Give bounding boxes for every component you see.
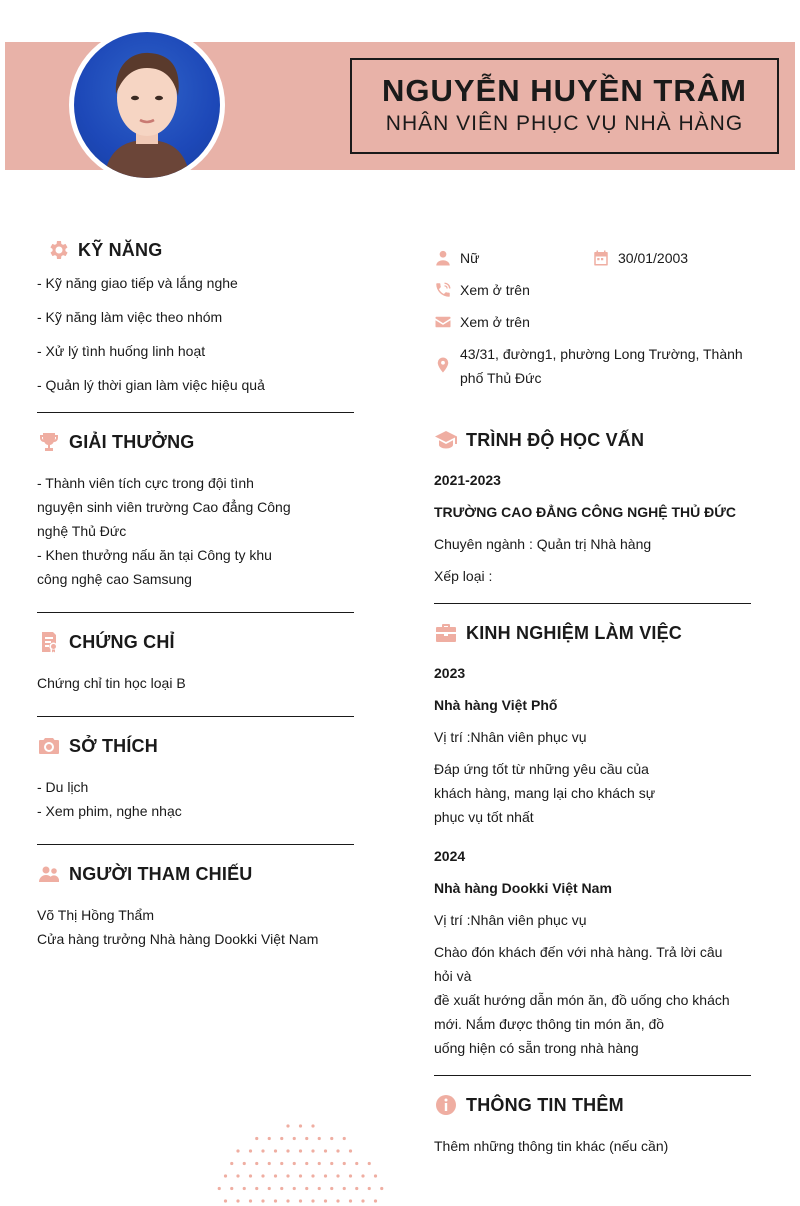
additional-text: Thêm những thông tin khác (nếu cần): [434, 1138, 669, 1154]
awards-line: nghệ Thủ Đức: [37, 523, 127, 539]
dot: [336, 1174, 339, 1177]
dot: [255, 1187, 258, 1190]
dot: [330, 1187, 333, 1190]
hobby-item: - Du lịch: [37, 779, 89, 795]
graduation-cap-icon: [434, 428, 458, 452]
phone-icon: [434, 281, 452, 299]
candidate-name: NGUYỄN HUYỀN TRÂM: [382, 73, 747, 108]
dot: [286, 1199, 289, 1202]
job-year: 2024: [434, 848, 466, 864]
dot: [349, 1174, 352, 1177]
info-icon: [434, 1093, 458, 1117]
skill-item: - Xử lý tình huống linh hoạt: [37, 343, 206, 359]
address-line: 43/31, đường1, phường Long Trường, Thành: [460, 346, 743, 362]
dot: [311, 1149, 314, 1152]
dot: [318, 1187, 321, 1190]
person-icon: [434, 249, 452, 267]
job-year: 2023: [434, 665, 466, 681]
skill-item: - Kỹ năng làm việc theo nhóm: [37, 309, 223, 325]
dot: [224, 1174, 227, 1177]
dot: [293, 1187, 296, 1190]
divider: [434, 603, 751, 604]
dot: [218, 1187, 221, 1190]
awards-line: công nghệ cao Samsung: [37, 571, 192, 587]
dot: [349, 1149, 352, 1152]
additional-title: THÔNG TIN THÊM: [466, 1094, 624, 1115]
profile-photo: [74, 32, 220, 178]
dot: [274, 1174, 277, 1177]
certificates-title: CHỨNG CHỈ: [69, 631, 175, 652]
job-desc-line: Chào đón khách đến với nhà hàng. Trả lời câu: [434, 944, 723, 960]
job-desc-line: mới. Nắm được thông tin món ăn, đồ: [434, 1016, 665, 1032]
job-position: Vị trí :Nhân viên phục vụ: [434, 912, 587, 928]
awards-line: - Thành viên tích cực trong đội tình: [37, 475, 254, 491]
dot: [243, 1187, 246, 1190]
name-box: [350, 58, 779, 154]
calendar-icon: [592, 249, 610, 267]
address-line: phố Thủ Đức: [460, 370, 542, 386]
dot: [374, 1199, 377, 1202]
education-rank: Xếp loại :: [434, 568, 493, 584]
education-period: 2021-2023: [434, 472, 501, 488]
dob-row: [592, 246, 688, 270]
additional-heading: [434, 1087, 751, 1123]
hobby-item: - Xem phim, nghe nhạc: [37, 803, 182, 819]
dot: [324, 1149, 327, 1152]
job-title: NHÂN VIÊN PHỤC VỤ NHÀ HÀNG: [385, 112, 744, 135]
dot: [324, 1199, 327, 1202]
dot: [299, 1124, 302, 1127]
dot: [305, 1137, 308, 1140]
certificate-icon: [37, 630, 61, 654]
gear-icon: [46, 238, 70, 262]
dot: [311, 1174, 314, 1177]
dot: [299, 1149, 302, 1152]
dob-value: 30/01/2003: [618, 250, 689, 266]
dot: [249, 1199, 252, 1202]
job-position: Vị trí :Nhân viên phục vụ: [434, 729, 587, 745]
gender-value: Nữ: [460, 250, 480, 266]
education-title: TRÌNH ĐỘ HỌC VẤN: [466, 429, 645, 450]
dot: [368, 1187, 371, 1190]
dot: [243, 1162, 246, 1165]
dot: [293, 1137, 296, 1140]
hobbies-heading: [37, 728, 354, 764]
dot: [349, 1199, 352, 1202]
education-heading: [434, 422, 751, 458]
dot: [286, 1149, 289, 1152]
trophy-icon: [37, 430, 61, 454]
dot: [274, 1149, 277, 1152]
awards-line: - Khen thưởng nấu ăn tại Công ty khu: [37, 547, 272, 563]
job-desc-line: khách hàng, mang lại cho khách sự: [434, 785, 656, 801]
dot: [305, 1187, 308, 1190]
dot: [268, 1162, 271, 1165]
dot: [311, 1199, 314, 1202]
awards-line: nguyện sinh viên trường Cao đẳng Công: [37, 499, 291, 515]
dot: [330, 1162, 333, 1165]
decorative-dot-pattern: [205, 1120, 395, 1206]
dot: [361, 1174, 364, 1177]
phone-row: [434, 278, 751, 302]
dot: [374, 1174, 377, 1177]
dot: [261, 1149, 264, 1152]
dot: [280, 1187, 283, 1190]
hobbies-title: SỞ THÍCH: [69, 735, 158, 756]
certificates-heading: [37, 624, 354, 660]
job-desc-line: hỏi và: [434, 968, 472, 984]
dot: [268, 1187, 271, 1190]
briefcase-icon: [434, 621, 458, 645]
dot: [261, 1199, 264, 1202]
dot: [236, 1199, 239, 1202]
location-pin-icon: [434, 356, 452, 374]
awards-heading: [37, 424, 354, 460]
dot: [236, 1149, 239, 1152]
dot: [255, 1137, 258, 1140]
dot: [224, 1199, 227, 1202]
people-icon: [37, 862, 61, 886]
camera-icon: [37, 734, 61, 758]
skills-heading: [46, 232, 354, 268]
job-company: Nhà hàng Việt Phố: [434, 697, 558, 713]
skill-item: - Kỹ năng giao tiếp và lắng nghe: [37, 275, 238, 291]
dot: [299, 1174, 302, 1177]
dot: [305, 1162, 308, 1165]
dot: [318, 1162, 321, 1165]
dot: [293, 1162, 296, 1165]
dot: [324, 1174, 327, 1177]
reference-name: Võ Thị Hồng Thẩm: [37, 907, 154, 923]
dot: [318, 1137, 321, 1140]
dot: [336, 1199, 339, 1202]
dot: [368, 1162, 371, 1165]
dot: [249, 1174, 252, 1177]
job-desc-line: phục vụ tốt nhất: [434, 809, 534, 825]
dot: [268, 1137, 271, 1140]
gender-row: [434, 246, 592, 270]
skill-item: - Quản lý thời gian làm việc hiệu quả: [37, 377, 265, 393]
dot: [343, 1137, 346, 1140]
avatar: [69, 27, 225, 183]
awards-title: GIẢI THƯỞNG: [69, 431, 195, 452]
dot: [299, 1199, 302, 1202]
dot: [330, 1137, 333, 1140]
experience-title: KINH NGHIỆM LÀM VIỆC: [466, 622, 683, 643]
dot: [286, 1124, 289, 1127]
dot: [286, 1174, 289, 1177]
dot: [336, 1149, 339, 1152]
dot: [311, 1124, 314, 1127]
job-desc-line: đề xuất hướng dẫn món ăn, đồ uống cho khách: [434, 992, 730, 1008]
divider: [37, 412, 354, 413]
dot: [361, 1199, 364, 1202]
divider: [37, 716, 354, 717]
dot: [261, 1174, 264, 1177]
address-row: [434, 342, 751, 390]
dot: [280, 1137, 283, 1140]
certificate-text: Chứng chỉ tin học loại B: [37, 675, 186, 691]
dot: [380, 1187, 383, 1190]
mail-icon: [434, 313, 452, 331]
right-column: [434, 246, 751, 1158]
dot: [280, 1162, 283, 1165]
job-desc-line: Đáp ứng tốt từ những yêu cầu của: [434, 761, 649, 777]
divider: [37, 844, 354, 845]
skills-title: KỸ NĂNG: [78, 239, 163, 260]
dot: [249, 1149, 252, 1152]
dot: [230, 1162, 233, 1165]
dot: [274, 1199, 277, 1202]
left-column: [37, 232, 354, 951]
dot: [343, 1162, 346, 1165]
email-row: [434, 310, 751, 334]
dot: [355, 1162, 358, 1165]
reference-role: Cửa hàng trưởng Nhà hàng Dookki Việt Nam: [37, 931, 319, 947]
job-desc-line: uống hiện có sẵn trong nhà hàng: [434, 1040, 639, 1056]
divider: [37, 612, 354, 613]
references-heading: [37, 856, 354, 892]
dot: [355, 1187, 358, 1190]
references-title: NGƯỜI THAM CHIẾU: [69, 863, 253, 884]
school-name: TRƯỜNG CAO ĐẲNG CÔNG NGHỆ THỦ ĐỨC: [434, 504, 736, 520]
phone-value: Xem ở trên: [460, 282, 530, 298]
dot: [230, 1187, 233, 1190]
experience-heading: [434, 615, 751, 651]
job-company: Nhà hàng Dookki Việt Nam: [434, 880, 612, 896]
divider: [434, 1075, 751, 1076]
education-major: Chuyên ngành : Quản trị Nhà hàng: [434, 536, 652, 552]
dot: [236, 1174, 239, 1177]
dot: [343, 1187, 346, 1190]
dot: [255, 1162, 258, 1165]
email-value: Xem ở trên: [460, 314, 530, 330]
